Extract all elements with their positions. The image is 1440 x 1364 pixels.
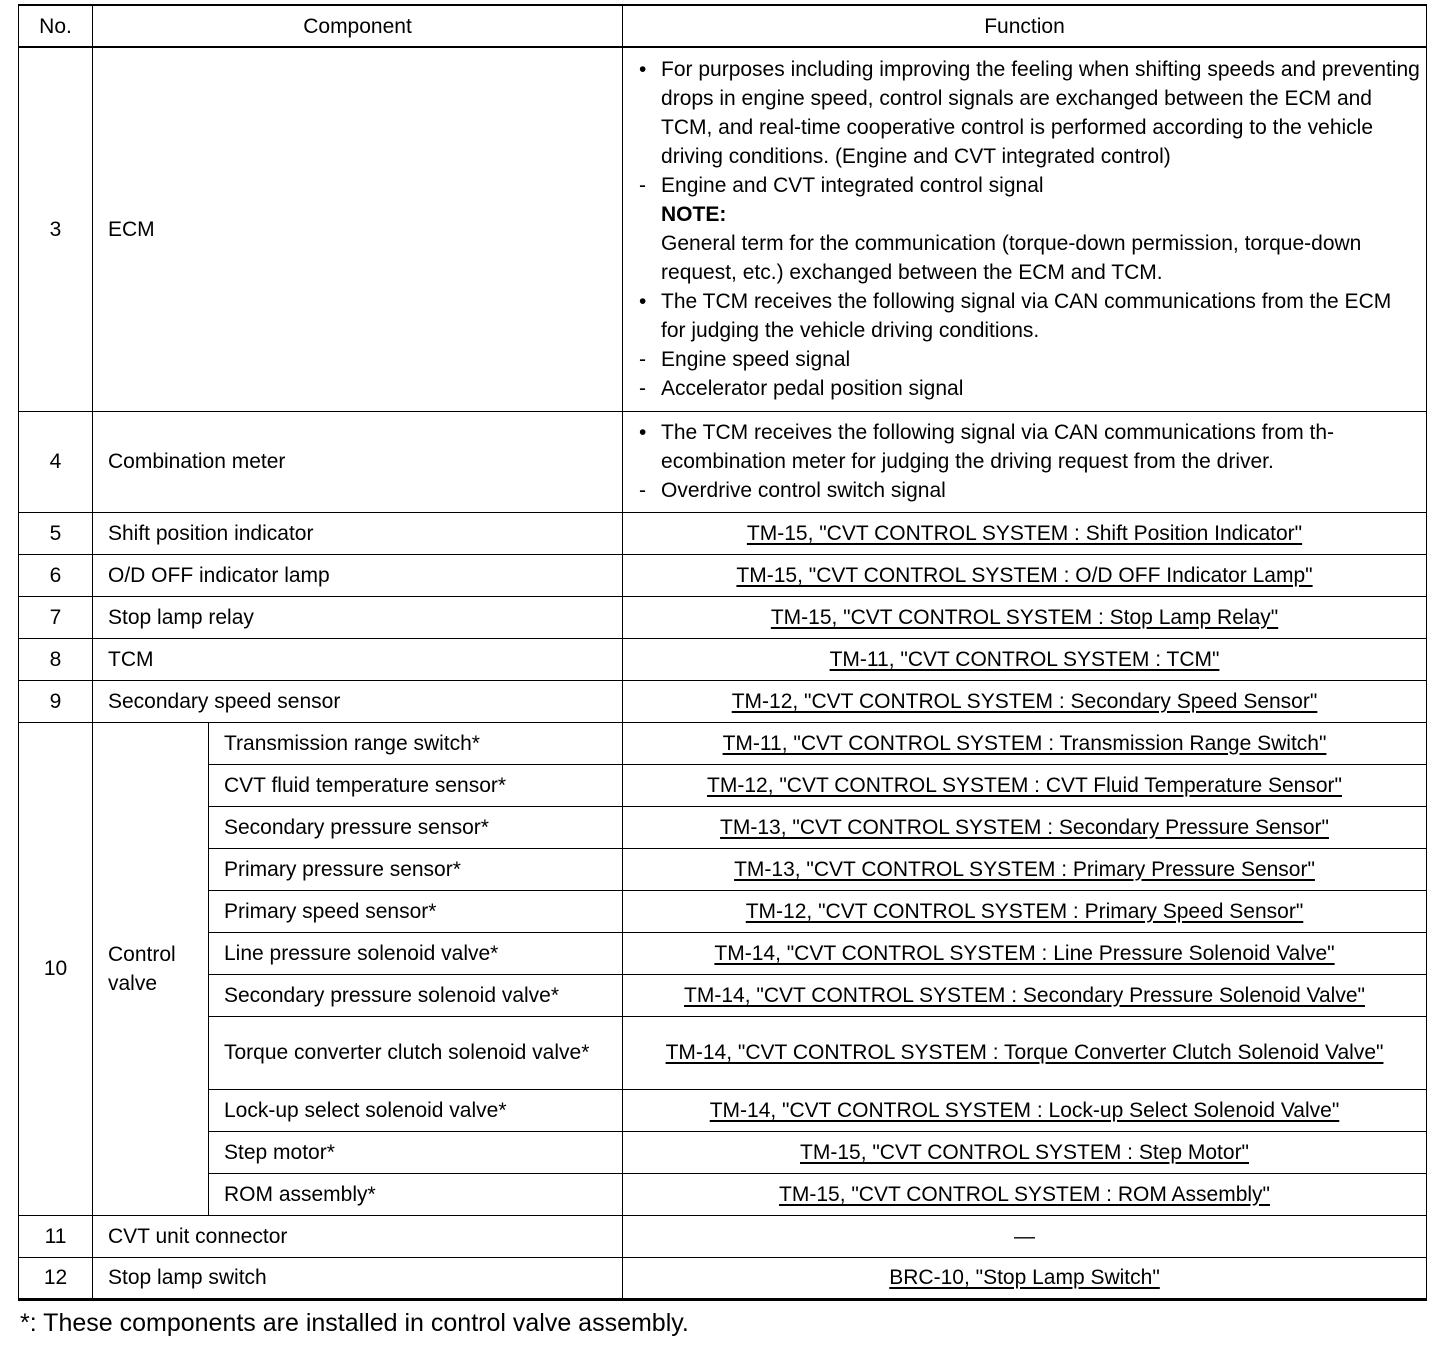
function-text: Engine speed signal: [661, 348, 851, 372]
reference-link[interactable]: TM-14, "CVT CONTROL SYSTEM : Torque Converter Clutch Solenoid Valve": [665, 1041, 1384, 1064]
table-row: [19, 890, 1427, 932]
reference-link[interactable]: TM-14, "CVT CONTROL SYSTEM : Lock-up Select Solenoid Valve": [709, 1098, 1340, 1122]
row-function: [623, 554, 1427, 596]
document-page: [18, 4, 1426, 1339]
table-row: [19, 411, 1427, 512]
sub-component: Torque converter clutch solenoid valve*: [209, 1016, 623, 1089]
function-text: For purposes including improving the feeling when shifting speeds and preventing drops in engine speed, control signals are exchanged between the ECM and TCM, and real-time cooperative control is performed according to the vehicle driving conditions. (Engine and CVT integrated control): [661, 58, 1420, 169]
row-function: —: [623, 1215, 1427, 1257]
row-function: [623, 638, 1427, 680]
function-item: [639, 374, 1420, 403]
sub-component: ROM assembly*: [209, 1173, 623, 1215]
table-row: [19, 806, 1427, 848]
row-component: TCM: [93, 638, 623, 680]
row-component: Control valve: [93, 722, 209, 1215]
dash-mark: -: [639, 174, 647, 198]
table-row: [19, 1173, 1427, 1215]
table-row: [19, 764, 1427, 806]
row-no: 10: [19, 722, 93, 1215]
sub-component: Secondary pressure sensor*: [209, 806, 623, 848]
row-no: 12: [19, 1257, 93, 1299]
component-function-table: [18, 4, 1427, 1301]
bullet-mark: •: [639, 58, 647, 82]
dash-mark: -: [639, 348, 647, 372]
row-component: O/D OFF indicator lamp: [93, 554, 623, 596]
note-text: General term for the communication (torque-down permission, torque-down request, etc.) exchanged between the ECM and TCM.: [661, 232, 1362, 285]
function-item: [639, 171, 1420, 200]
reference-link[interactable]: TM-15, "CVT CONTROL SYSTEM : Stop Lamp Relay": [770, 605, 1279, 629]
row-function: [623, 1131, 1427, 1173]
function-text: Engine and CVT integrated control signal: [661, 174, 1044, 198]
header-no: No.: [19, 5, 93, 47]
row-no: 9: [19, 680, 93, 722]
header-function: Function: [623, 5, 1427, 47]
row-component: Stop lamp relay: [93, 596, 623, 638]
row-function: [623, 722, 1427, 764]
sub-component: Line pressure solenoid valve*: [209, 932, 623, 974]
header-component: Component: [93, 5, 623, 47]
row-component: ECM: [93, 47, 623, 411]
row-function: [623, 1173, 1427, 1215]
function-item: [639, 200, 1420, 229]
dash-mark: -: [639, 377, 647, 401]
bullet-mark: •: [639, 421, 647, 444]
dash-mark: -: [639, 479, 647, 502]
function-item: [639, 418, 1420, 476]
function-text: Overdrive control switch signal: [661, 479, 946, 502]
header-row: [19, 5, 1427, 47]
row-no: 5: [19, 512, 93, 554]
row-function: [623, 890, 1427, 932]
row-component: Secondary speed sensor: [93, 680, 623, 722]
reference-link[interactable]: TM-15, "CVT CONTROL SYSTEM : ROM Assembly": [779, 1182, 1270, 1206]
row-no: 6: [19, 554, 93, 596]
note-label: NOTE:: [661, 203, 727, 227]
sub-component: CVT fluid temperature sensor*: [209, 764, 623, 806]
row-function: [623, 411, 1427, 512]
sub-component: Transmission range switch*: [209, 722, 623, 764]
table-row: [19, 512, 1427, 554]
table-row: [19, 596, 1427, 638]
row-no: 4: [19, 411, 93, 512]
row-function: [623, 512, 1427, 554]
table-row: [19, 1016, 1427, 1089]
bullet-mark: •: [639, 290, 647, 314]
table-row: [19, 932, 1427, 974]
reference-link[interactable]: TM-12, "CVT CONTROL SYSTEM : Secondary Speed Sensor": [731, 689, 1318, 713]
row-function: [623, 1257, 1427, 1299]
table-row: [19, 47, 1427, 411]
sub-component: Primary speed sensor*: [209, 890, 623, 932]
row-function: [623, 680, 1427, 722]
reference-link[interactable]: TM-13, "CVT CONTROL SYSTEM : Secondary Pressure Sensor": [720, 815, 1329, 839]
reference-link[interactable]: TM-14, "CVT CONTROL SYSTEM : Line Pressure Solenoid Valve": [714, 941, 1335, 965]
reference-link[interactable]: TM-14, "CVT CONTROL SYSTEM : Secondary Pressure Solenoid Valve": [684, 983, 1365, 1007]
row-function: [623, 1089, 1427, 1131]
function-text: The TCM receives the following signal via CAN communications from th-ecombination meter for judging the driving request from the driver.: [661, 421, 1335, 473]
row-no: 7: [19, 596, 93, 638]
row-no: 11: [19, 1215, 93, 1257]
reference-link[interactable]: TM-13, "CVT CONTROL SYSTEM : Primary Pressure Sensor": [734, 857, 1315, 881]
row-function: [623, 1016, 1427, 1089]
table-row: [19, 1089, 1427, 1131]
row-function: [623, 806, 1427, 848]
table-row: [19, 974, 1427, 1016]
sub-component: Step motor*: [209, 1131, 623, 1173]
table-row: [19, 638, 1427, 680]
function-text: The TCM receives the following signal via CAN communications from the ECM for judging the vehicle driving conditions.: [661, 290, 1392, 343]
blank-mark: [639, 200, 661, 229]
table-row: [19, 1215, 1427, 1257]
function-text: Accelerator pedal position signal: [661, 377, 964, 401]
table-row: [19, 722, 1427, 764]
table-row: [19, 1257, 1427, 1299]
row-function: [623, 848, 1427, 890]
function-item: [639, 55, 1420, 171]
function-item: [639, 476, 1420, 505]
table-row: [19, 1131, 1427, 1173]
table-row: [19, 680, 1427, 722]
row-function: [623, 764, 1427, 806]
reference-link[interactable]: BRC-10, "Stop Lamp Switch": [889, 1266, 1160, 1289]
sub-component: Lock-up select solenoid valve*: [209, 1089, 623, 1131]
row-function: [623, 47, 1427, 411]
row-component: Stop lamp switch: [93, 1257, 623, 1299]
blank-mark: [639, 229, 661, 287]
sub-component: Secondary pressure solenoid valve*: [209, 974, 623, 1016]
row-function: [623, 932, 1427, 974]
row-function: [623, 596, 1427, 638]
row-component: Shift position indicator: [93, 512, 623, 554]
row-function: [623, 974, 1427, 1016]
function-item: [639, 287, 1420, 345]
function-item: [639, 345, 1420, 374]
footnote: *: These components are installed in control valve assembly.: [20, 1308, 689, 1337]
reference-link[interactable]: TM-15, "CVT CONTROL SYSTEM : O/D OFF Indicator Lamp": [736, 563, 1313, 587]
function-item: [639, 229, 1420, 287]
row-component: CVT unit connector: [93, 1215, 623, 1257]
reference-link[interactable]: TM-15, "CVT CONTROL SYSTEM : Step Motor": [800, 1140, 1250, 1164]
row-no: 3: [19, 47, 93, 411]
reference-link[interactable]: TM-12, "CVT CONTROL SYSTEM : CVT Fluid Temperature Sensor": [707, 773, 1342, 797]
row-no: 8: [19, 638, 93, 680]
reference-link[interactable]: TM-11, "CVT CONTROL SYSTEM : Transmission Range Switch": [722, 731, 1327, 755]
reference-link[interactable]: TM-12, "CVT CONTROL SYSTEM : Primary Speed Sensor": [745, 899, 1304, 923]
table-row: [19, 554, 1427, 596]
row-component: Combination meter: [93, 411, 623, 512]
table-row: [19, 848, 1427, 890]
sub-component: Primary pressure sensor*: [209, 848, 623, 890]
reference-link[interactable]: TM-15, "CVT CONTROL SYSTEM : Shift Position Indicator": [746, 521, 1303, 545]
reference-link[interactable]: TM-11, "CVT CONTROL SYSTEM : TCM": [829, 647, 1220, 671]
